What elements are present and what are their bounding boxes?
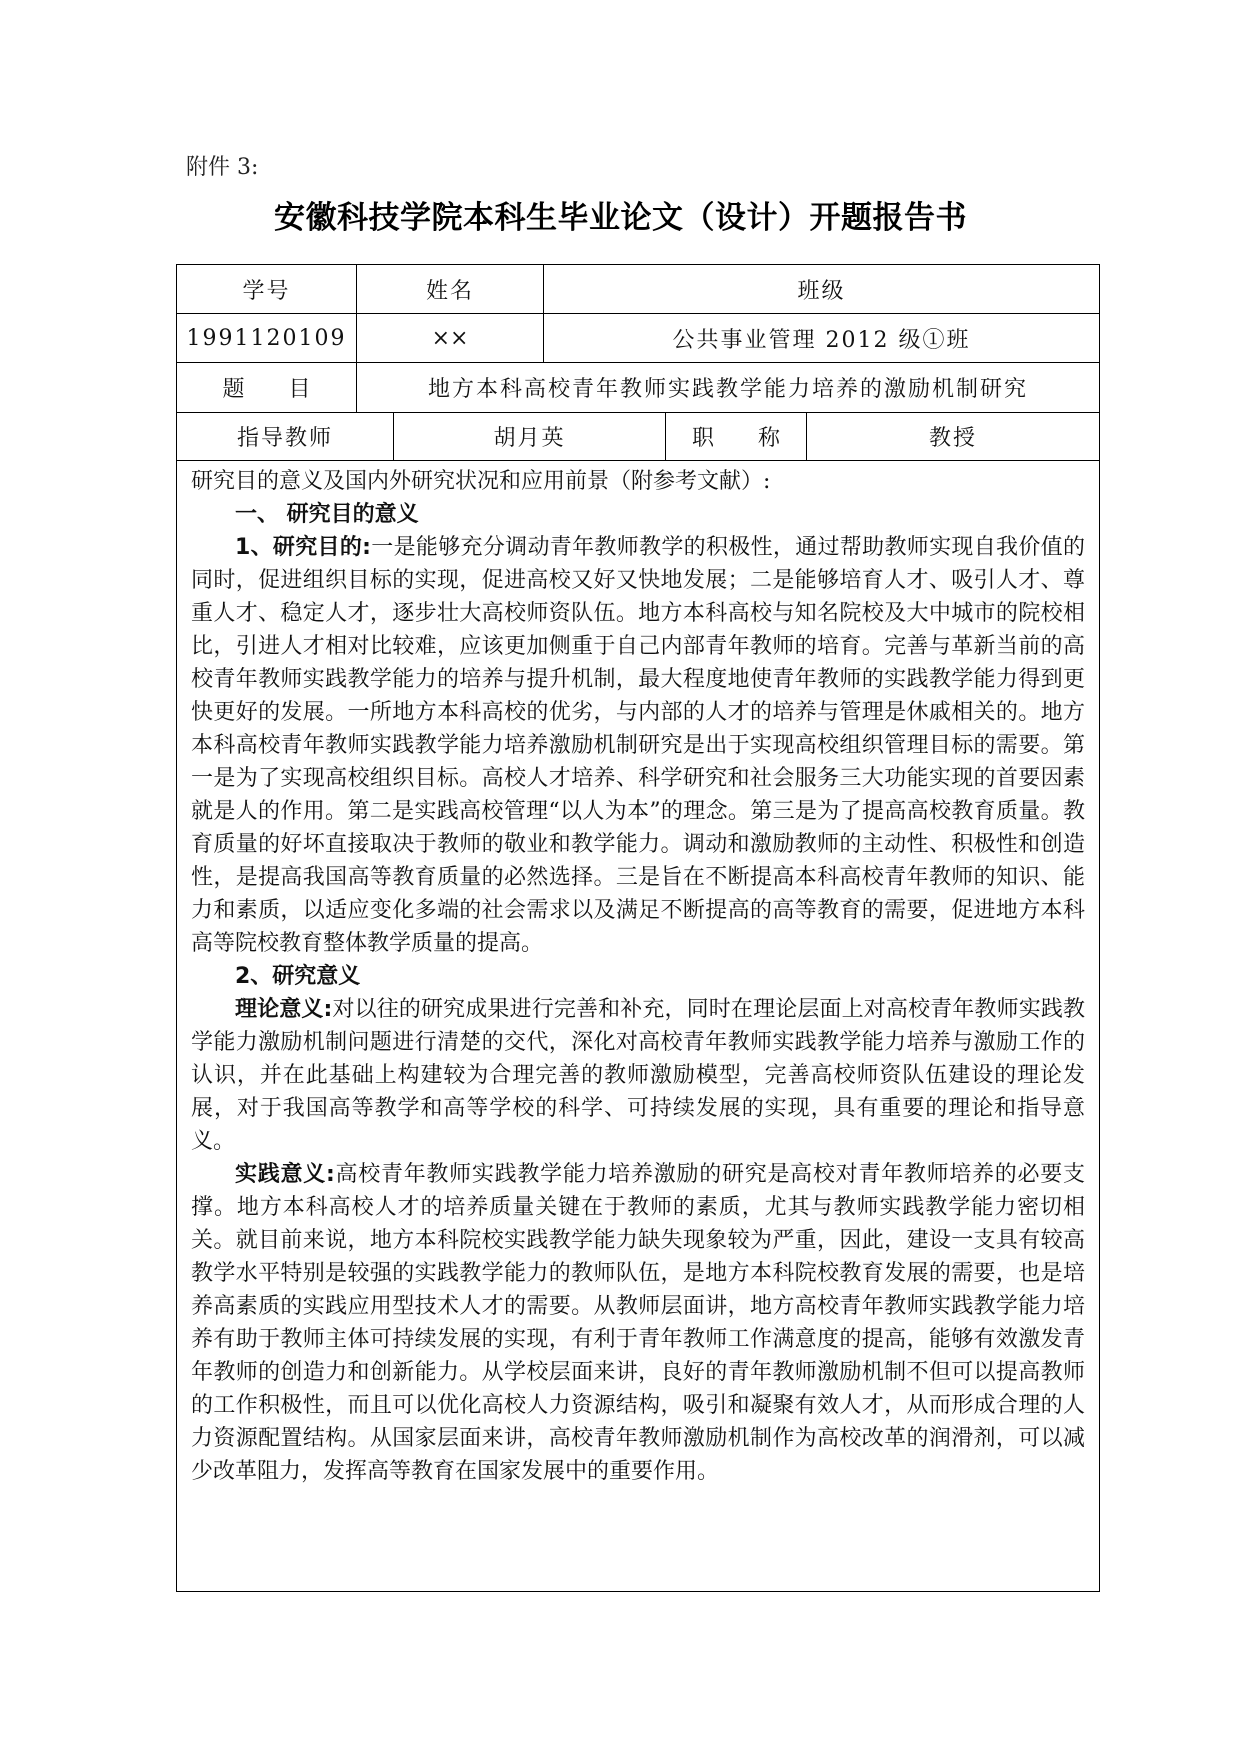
- purpose-text: 一是能够充分调动青年教师教学的积极性，通过帮助教师实现自我价值的同时，促进组织目标的实现，促进高校又好又快地发展；二是能够培育人才、吸引人才、尊重人才、稳定人才，逐步壮大高校师资队伍。地方本科高校与知名院校及大中城市的院校相比，引进人才相对比较难，应该更加侧重于自己内部青年教师的培育。完善与革新当前的高校青年教师实践教学能力的培养与提升机制，最大程度地使青年教师的实践教学能力得到更快更好的发展。一所地方本科高校的优劣，与内部的人才的培养与管理是休戚相关的。地方本科高校青年教师实践教学能力培养激励机制研究是出于实现高校组织管理目标的需要。第一是为了实现高校组织目标。高校人才培养、科学研究和社会服务三大功能实现的首要因素就是人的作用。第二是实践高校管理“以人为本”的理念。第三是为了提高高校教育质量。教育质量的好坏直接取决于教师的敬业和教学能力。调动和激励教师的主动性、积极性和创造性，是提高我国高等教育质量的必然选择。三是旨在不断提高本科高校青年教师的知识、能力和素质，以适应变化多端的社会需求以及满足不断提高的高等教育的需要，促进地方本科高等院校教育整体教学质量的提高。: [191, 535, 1085, 956]
- practice-paragraph: [191, 1158, 1085, 1488]
- proposal-table: [176, 264, 1100, 1592]
- topic-label: 题 目: [177, 363, 357, 412]
- heading-research-purpose-significance: 一、 研究目的意义: [235, 502, 419, 527]
- theory-label: 理论意义:: [235, 997, 333, 1022]
- theory-paragraph: [191, 993, 1085, 1158]
- advisor-row: [177, 413, 1099, 461]
- practice-text: 高校青年教师实践教学能力培养激励的研究是高校对青年教师培养的必要支撑。地方本科高校人才的培养质量关键在于教师的素质，尤其与教师实践教学能力密切相关。就目前来说，地方本科院校实践教学能力缺失现象较为严重，因此，建设一支具有较高教学水平特别是较强的实践教学能力的教师队伍，是地方本科院校教育发展的需要，也是培养高素质的实践应用型技术人才的需要。从教师层面讲，地方高校青年教师实践教学能力培养有助于教师主体可持续发展的实现，有利于青年教师工作满意度的提高，能够有效激发青年教师的创造力和创新能力。从学校层面来讲，良好的青年教师激励机制不但可以提高教师的工作积极性，而且可以优化高校人力资源结构，吸引和凝聚有效人才，从而形成合理的人力资源配置结构。从国家层面来讲，高校青年教师激励机制作为高校改革的润滑剂，可以减少改革阻力，发挥高等教育在国家发展中的重要作用。: [191, 1162, 1085, 1484]
- class-value: 公共事业管理 2012 级①班: [672, 327, 971, 353]
- table-value-row: [177, 314, 1099, 363]
- practice-label: 实践意义:: [235, 1162, 335, 1187]
- student-id-value: 1991120109: [177, 314, 357, 362]
- heading-research-significance: 2、研究意义: [235, 964, 361, 989]
- section-prompt: 研究目的意义及国内外研究状况和应用前景（附参考文献）:: [191, 469, 771, 494]
- proposal-body: [177, 461, 1099, 1591]
- attachment-label: 附件 3:: [186, 155, 259, 180]
- student-id-header: 学号: [177, 265, 357, 313]
- name-value: ××: [357, 314, 544, 362]
- document-title: 安徽科技学院本科生毕业论文（设计）开题报告书: [274, 200, 967, 236]
- rank-label: 职 称: [666, 413, 807, 460]
- rank-value: 教授: [928, 426, 977, 451]
- purpose-label: 1、研究目的:: [235, 535, 371, 560]
- topic-row: [177, 363, 1099, 413]
- name-header: 姓名: [357, 265, 544, 313]
- class-header: 班级: [797, 278, 846, 304]
- table-header-row: [177, 265, 1099, 314]
- topic-value: 地方本科高校青年教师实践教学能力培养的激励机制研究: [427, 377, 1028, 402]
- purpose-paragraph: [191, 531, 1085, 960]
- theory-text: 对以往的研究成果进行完善和补充，同时在理论层面上对高校青年教师实践教学能力激励机制问题进行清楚的交代，深化对高校青年教师实践教学能力培养与激励工作的认识，并在此基础上构建较为合理完善的教师激励模型，完善高校师资队伍建设的理论发展，对于我国高等教学和高等学校的科学、可持续发展的实现，具有重要的理论和指导意义。: [191, 997, 1085, 1154]
- advisor-value: 胡月英: [394, 413, 666, 460]
- advisor-label: 指导教师: [177, 413, 394, 460]
